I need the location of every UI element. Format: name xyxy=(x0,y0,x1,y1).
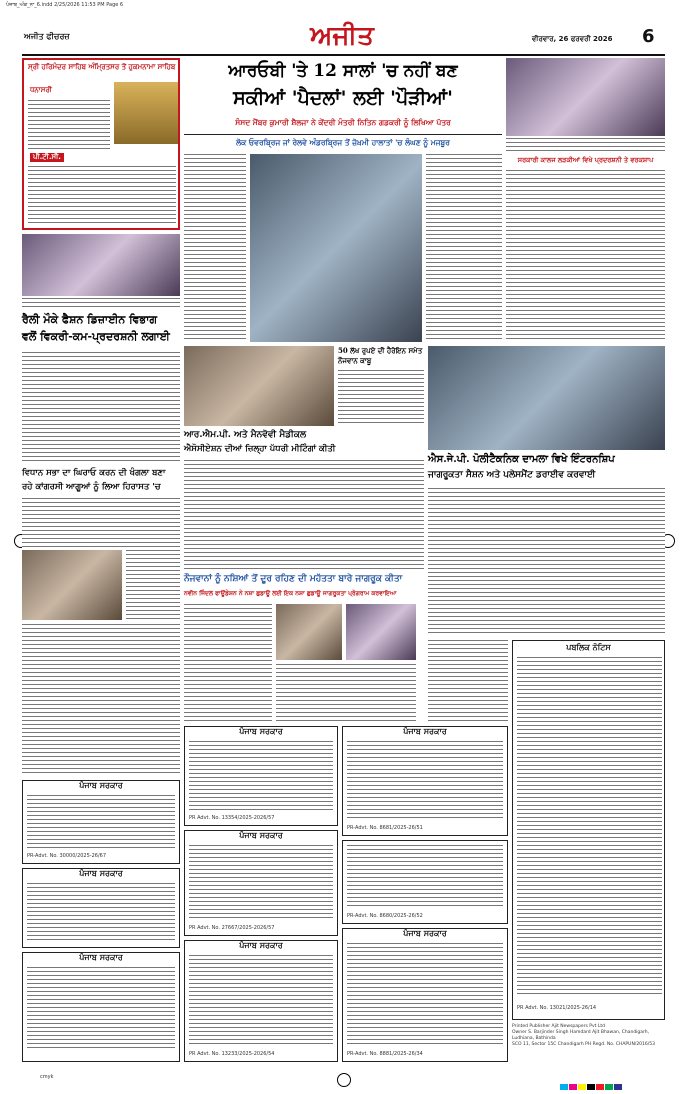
ad-box xyxy=(342,840,508,924)
youth-body-2 xyxy=(276,664,416,722)
color-swatch xyxy=(569,1084,577,1090)
hukamnama-tag: ਧਨਾਸਰੀ xyxy=(30,86,52,94)
fashion-photo xyxy=(22,234,180,296)
ad-body xyxy=(347,741,503,821)
lead-body-col1 xyxy=(184,154,246,342)
ad-title: ਪੰਜਾਬ ਸਰਕਾਰ xyxy=(79,953,123,962)
ad-title: ਪੰਜਾਬ ਸਰਕਾਰ xyxy=(79,869,123,878)
ad-box xyxy=(22,780,180,864)
youth-headline: ਨੌਜਵਾਨਾਂ ਨੂੰ ਨਸ਼ਿਆਂ ਤੋਂ ਦੂਰ ਰਹਿਣ ਦੀ ਮਹੱਤਤਾ ਬਾਰੇ ਜਾਗਰੂਕ ਕੀਤਾ xyxy=(184,574,403,584)
color-swatch xyxy=(596,1084,604,1090)
youth-body-1 xyxy=(184,604,272,722)
notice-ref: PR Advt. No. 13021/2025-26/14 xyxy=(517,1005,597,1011)
ad-ref: PR-Advt. No. 8680/2025-26/52 xyxy=(347,913,423,919)
ad-body xyxy=(347,845,503,909)
color-swatches xyxy=(560,1075,623,1094)
vidhan-headline-1: ਵਿਧਾਨ ਸਭਾ ਦਾ ਘਿਰਾਓ ਕਰਨ ਦੀ ਖੰਗਲਾ ਬਣਾ xyxy=(22,468,166,478)
hukamnama-box xyxy=(22,58,180,230)
ad-box xyxy=(184,726,338,826)
lead-bridge-photo xyxy=(250,154,422,342)
polytechnic-headline-1: ਐਸ.ਜੇ.ਪੀ. ਪੋਲੀਟੈਕਨਿਕ ਦਾਮਲਾ ਵਿਖੇ ਇੰਟਰਨਸ਼ਿਪ xyxy=(428,454,615,465)
polytechnic-headline-2: ਜਾਗਰੂਕਤਾ ਸੈਸ਼ਨ ਅਤੇ ਪਲੇਸਮੈਂਟ ਡਰਾਈਵ ਕਰਵਾਈ xyxy=(428,470,596,480)
college-body xyxy=(506,170,665,342)
college-caption xyxy=(506,138,665,152)
youth-subhead: ਨਵੀਨ ਜਿੰਦਲ ਫਾਊਂਡੇਸ਼ਨ ਨੇ ਨਸ਼ਾ ਛੁਡਾਊ ਲਈ ਇਕ ਨਸ਼ਾ ਛੁਡਾਊ ਜਾਗਰੂਕਤਾ ਪ੍ਰੋਗਰਾਮ ਕਰਵਾਇਆ xyxy=(184,590,397,597)
imprint-line: SCO 11, Sector 15C Chandigarh PH Regd. No. CHAPUN/2016/53 xyxy=(512,1042,656,1047)
heroin-photo xyxy=(184,346,334,426)
ad-body xyxy=(27,795,175,849)
lead-strap: ਲੋਕ ਓਵਰਬ੍ਰਿਜ ਜਾਂ ਰੇਲਵੇ ਅੰਡਰਬ੍ਰਿਜ ਤੋਂ ਜ਼ੋਖ਼ਮੀ ਹਾਲਾਤਾਂ 'ਚ ਲੰਘਣ ਨੂੰ ਮਜਬੂਰ xyxy=(236,138,450,147)
fashion-caption xyxy=(22,298,180,310)
lead-headline-2: ਸਕੀਆਂ 'ਪੈਦਲਾਂ' ਲਈ 'ਪੌੜੀਆਂ' xyxy=(233,87,453,109)
golden-temple-photo xyxy=(114,82,178,144)
ad-body xyxy=(189,845,333,921)
hukamnama-translation xyxy=(28,166,176,226)
lead-subhead: ਸੰਸਦ ਮੈਂਬਰ ਕੁਮਾਰੀ ਸ਼ੈਲਜਾ ਨੇ ਕੇਂਦਰੀ ਮੰਤਰੀ ਨਿਤਿਨ ਗਡਕਰੀ ਨੂੰ ਲਿਖਿਆ ਪੱਤਰ xyxy=(235,118,451,127)
medical-body xyxy=(184,460,424,570)
college-photo xyxy=(506,58,665,136)
ad-box xyxy=(342,726,508,836)
heroin-headline: 50 ਲੱਖ ਰੁਪਏ ਦੀ ਹੈਰੋਇਨ ਸਮੇਤ ਨੌਜਵਾਨ ਕਾਬੂ xyxy=(338,346,423,365)
ad-body xyxy=(347,943,503,1047)
ad-ref: PR-Advt. No. 8681/2025-26/51 xyxy=(347,825,423,831)
vidhan-body-top xyxy=(22,498,180,548)
ad-body xyxy=(189,741,333,811)
top-file-line: ਪੰਜਾਬ_ਅੰਕ_ਨਾ_6.indd 2/25/2026 11:53 PM Page 6 xyxy=(6,2,124,8)
notice-body xyxy=(517,657,662,997)
crop-mark xyxy=(337,1073,351,1087)
ad-title: ਪੰਜਾਬ ਸਰਕਾਰ xyxy=(403,727,447,736)
vidhan-headline-2: ਰਹੇ ਕਾਂਗਰਸੀ ਆਗੂਆਂ ਨੂੰ ਲਿਆ ਹਿਰਾਸਤ 'ਚ xyxy=(22,482,161,492)
vidhan-photo xyxy=(22,550,122,620)
public-notice xyxy=(512,640,665,1020)
ad-body xyxy=(189,955,333,1047)
ad-title: ਪੰਜਾਬ ਸਰਕਾਰ xyxy=(403,929,447,938)
hukamnama-title: ਸ੍ਰੀ ਹਰਿਮੰਦਰ ਸਾਹਿਬ ਅੰਮ੍ਰਿਤਸਰ ਤੋਂ ਹੁਕਮਨਾਮਾ ਸਾਹਿਬ xyxy=(28,63,176,71)
ptc-tag: ਪੀ.ਟੀ.ਸੀ. xyxy=(30,153,64,162)
color-swatch xyxy=(605,1084,613,1090)
youth-photo-2 xyxy=(346,604,416,660)
vidhan-body xyxy=(22,624,180,776)
ad-box xyxy=(22,868,180,948)
medical-headline-1: ਆਰ.ਐਮ.ਪੀ. ਅਤੇ ਮੈਨਵੋਵੀ ਮੈਡੀਕਲ xyxy=(184,430,307,440)
header-date: ਵੀਰਵਾਰ, 26 ਫਰਵਰੀ 2026 xyxy=(532,35,613,43)
page-header xyxy=(22,20,665,56)
ad-box xyxy=(184,940,338,1062)
header-left-label: ਅਜੀਤ ਫੀਚਰਜ਼ xyxy=(24,32,70,41)
polytechnic-body xyxy=(428,488,665,636)
color-swatch xyxy=(614,1084,622,1090)
imprint xyxy=(512,1024,665,1048)
youth-photo-1 xyxy=(276,604,342,660)
imprint-line: Printed Publisher Ajit Newspapers Pvt Ltd xyxy=(512,1024,605,1029)
vidhan-body-side xyxy=(126,550,180,620)
ad-title: ਪੰਜਾਬ ਸਰਕਾਰ xyxy=(239,831,283,840)
ad-box xyxy=(22,952,180,1062)
fashion-headline-2: ਵਲੋਂ ਵਿਕਰੀ-ਕਮ-ਪ੍ਰਦਰਸ਼ਨੀ ਲਗਾਈ xyxy=(22,330,170,343)
heroin-body xyxy=(338,370,424,426)
ad-box xyxy=(184,830,338,936)
ad-ref: PR-Advt. No. 30000/2025-26/67 xyxy=(27,853,107,859)
fashion-body xyxy=(22,352,180,462)
ad-title: ਪੰਜਾਬ ਸਰਕਾਰ xyxy=(79,781,123,790)
masthead: ਅਜੀਤ xyxy=(310,21,374,51)
notice-title: ਪਬਲਿਕ ਨੋਟਿਸ xyxy=(566,643,611,652)
lead-body-col3 xyxy=(426,154,502,342)
ad-body xyxy=(27,883,175,943)
ad-body xyxy=(27,967,175,1049)
ad-ref: PR Advt. No. 13354/2025-2026/57 xyxy=(189,815,275,821)
medical-headline-2: ਐਸੋਸੀਏਸ਼ਨ ਦੀਆਂ ਜ਼ਿਲ੍ਹਾ ਪੱਧਰੀ ਮੀਟਿੰਗਾਂ ਕੀਤੀ xyxy=(184,444,336,454)
college-headline: ਸਰਕਾਰੀ ਕਾਲਜ ਲੜਕੀਆਂ ਵਿਖੇ ਪ੍ਰਦਰਸ਼ਨੀ ਤੇ ਵਰਕਸ਼ਾਪ xyxy=(517,156,654,164)
color-swatch xyxy=(578,1084,586,1090)
fashion-headline-1: ਰੈਲੀ ਮੌਕੇ ਫੈਸ਼ਨ ਡਿਜ਼ਾਈਨ ਵਿਭਾਗ xyxy=(22,313,158,326)
polytechnic-photo xyxy=(428,346,665,450)
ad-ref: PR-Advt. No. 8881/2025-26/34 xyxy=(347,1051,423,1057)
ad-title: ਪੰਜਾਬ ਸਰਕਾਰ xyxy=(239,727,283,736)
ad-ref: PR Advt. No. 13233/2025-2026/54 xyxy=(189,1051,275,1057)
ad-title: ਪੰਜਾਬ ਸਰਕਾਰ xyxy=(239,941,283,950)
page-number: 6 xyxy=(642,26,655,47)
hukamnama-text xyxy=(28,100,110,150)
color-swatch xyxy=(560,1084,568,1090)
imprint-line: Owner S. Barjinder Singh Hamdard Ajit Bhawan, Chandigarh, Ludhiana, Bathinda xyxy=(512,1030,650,1041)
lead-rule xyxy=(184,134,502,135)
cmyk-label: cmyk xyxy=(40,1074,54,1080)
ad-box xyxy=(342,928,508,1062)
lead-headline-1: ਆਰਓਬੀ 'ਤੇ 12 ਸਾਲਾਂ 'ਚ ਨਹੀਂ ਬਣ xyxy=(228,61,458,81)
ad-ref: PR Advt. No. 27667/2025-2026/57 xyxy=(189,925,275,931)
youth-body-3 xyxy=(428,640,508,722)
color-swatch xyxy=(587,1084,595,1090)
